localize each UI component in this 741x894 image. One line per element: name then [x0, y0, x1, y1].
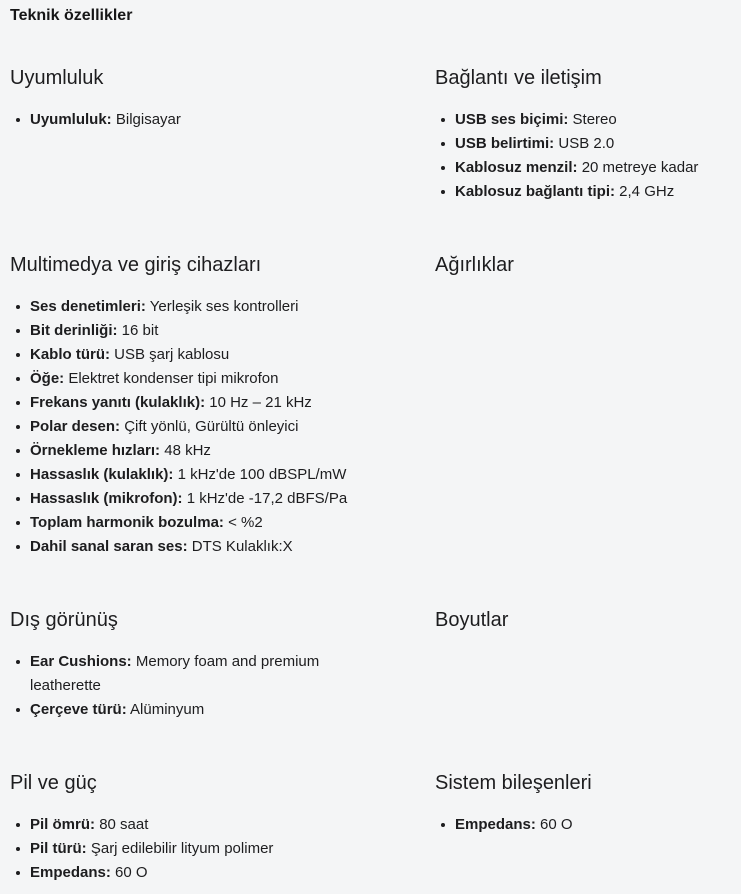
spec-value: 60 O	[540, 816, 573, 833]
spec-item	[10, 319, 370, 343]
spec-value: Stereo	[572, 111, 617, 128]
spec-list	[435, 813, 741, 837]
spec-label: Örnekleme hızları:	[30, 442, 161, 459]
spec-label: Pil ömrü:	[30, 816, 96, 833]
spec-label: Toplam harmonik bozulma:	[30, 514, 224, 531]
spec-item	[10, 650, 370, 698]
spec-page	[10, 8, 741, 885]
spec-value: 20 metreye kadar	[581, 159, 699, 176]
spec-value: USB şarj kablosu	[114, 346, 230, 363]
spec-item	[10, 415, 370, 439]
spec-label: Ear Cushions:	[30, 653, 132, 670]
section-heading: Pil ve güç	[10, 772, 97, 794]
spec-item	[10, 487, 370, 511]
spec-label: Kablo türü:	[30, 346, 110, 363]
spec-label: USB belirtimi:	[455, 135, 555, 152]
spec-item	[10, 108, 370, 132]
spec-label: Polar desen:	[30, 418, 121, 435]
spec-value: DTS Kulaklık:X	[191, 538, 293, 555]
spec-value: Alüminyum	[130, 701, 205, 718]
spec-label: Hassaslık (kulaklık):	[30, 466, 174, 483]
spec-value: 60 O	[115, 864, 148, 881]
spec-list	[10, 295, 370, 559]
spec-item	[10, 391, 370, 415]
spec-value: USB 2.0	[558, 135, 615, 152]
spec-label: Bit derinliği:	[30, 322, 118, 339]
spec-label: Hassaslık (mikrofon):	[30, 490, 183, 507]
spec-list	[10, 650, 370, 722]
section-pil-ve-guc	[10, 771, 435, 885]
spec-grid	[10, 66, 741, 885]
section-baglanti-ve-iletisim	[435, 66, 741, 204]
section-sistem-bilesenleri	[435, 771, 741, 837]
spec-label: Empedans:	[455, 816, 536, 833]
spec-item	[435, 156, 741, 180]
spec-label: Öğe:	[30, 370, 65, 387]
spec-item	[10, 367, 370, 391]
spec-value: 48 kHz	[164, 442, 211, 459]
section-boyutlar	[435, 608, 741, 650]
spec-label: Dahil sanal saran ses:	[30, 538, 188, 555]
spec-item	[10, 511, 370, 535]
spec-value: Çift yönlü, Gürültü önleyici	[124, 418, 299, 435]
spec-label: Çerçeve türü:	[30, 701, 127, 718]
spec-label: Pil türü:	[30, 840, 87, 857]
spec-value: < %2	[228, 514, 263, 531]
spec-item	[10, 813, 370, 837]
spec-value: Elektret kondenser tipi mikrofon	[68, 370, 279, 387]
spec-label: Kablosuz bağlantı tipi:	[455, 183, 615, 200]
section-dis-gorunus	[10, 608, 435, 722]
spec-value: 10 Hz – 21 kHz	[209, 394, 312, 411]
section-agirliklar	[435, 253, 741, 295]
spec-item	[10, 295, 370, 319]
spec-value: 1 kHz'de 100 dBSPL/mW	[177, 466, 347, 483]
section-uyumluluk	[10, 66, 435, 132]
spec-label: USB ses biçimi:	[455, 111, 569, 128]
spec-value: Memory foam and premium leatherette	[30, 653, 320, 694]
spec-item	[435, 132, 741, 156]
spec-item	[10, 439, 370, 463]
section-heading: Dış görünüş	[10, 609, 118, 631]
section-heading: Uyumluluk	[10, 67, 104, 89]
spec-value: Bilgisayar	[115, 111, 181, 128]
page-title: Teknik özellikler	[10, 7, 133, 24]
spec-value: 2,4 GHz	[619, 183, 675, 200]
spec-list	[10, 108, 370, 132]
spec-value: 1 kHz'de -17,2 dBFS/Pa	[186, 490, 348, 507]
spec-value: 16 bit	[121, 322, 159, 339]
spec-item	[10, 463, 370, 487]
spec-item	[10, 698, 370, 722]
spec-label: Kablosuz menzil:	[455, 159, 578, 176]
section-heading: Ağırlıklar	[435, 254, 514, 276]
section-heading: Sistem bileşenleri	[435, 772, 592, 794]
spec-label: Ses denetimleri:	[30, 298, 146, 315]
spec-list	[435, 108, 741, 204]
spec-item	[435, 813, 741, 837]
section-heading: Multimedya ve giriş cihazları	[10, 254, 262, 276]
spec-value: Şarj edilebilir lityum polimer	[90, 840, 274, 857]
spec-item	[10, 343, 370, 367]
spec-label: Uyumluluk:	[30, 111, 112, 128]
spec-label: Frekans yanıtı (kulaklık):	[30, 394, 206, 411]
section-heading: Bağlantı ve iletişim	[435, 67, 602, 89]
spec-label: Empedans:	[30, 864, 111, 881]
spec-item	[10, 535, 370, 559]
spec-list	[10, 813, 370, 885]
section-multimedya-ve-giris-cihazlari	[10, 253, 435, 559]
section-heading: Boyutlar	[435, 609, 509, 631]
spec-item	[10, 861, 370, 885]
spec-value: Yerleşik ses kontrolleri	[149, 298, 299, 315]
spec-item	[435, 108, 741, 132]
spec-value: 80 saat	[99, 816, 149, 833]
spec-item	[10, 837, 370, 861]
spec-item	[435, 180, 741, 204]
